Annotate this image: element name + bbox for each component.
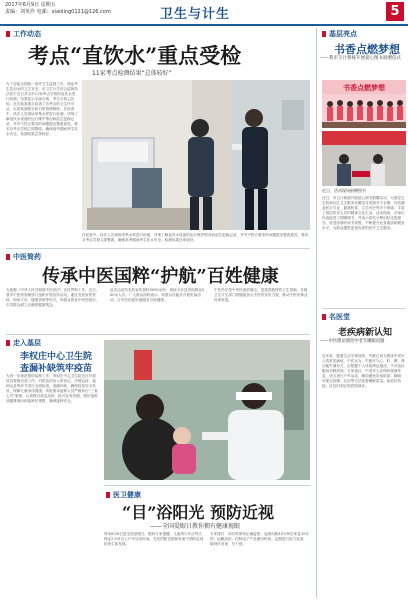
section-label-eye: 医卫健康 (106, 490, 141, 500)
section-label-tcm: 中医简药 (6, 252, 41, 262)
banner-slogan: 书香点燃梦想 (343, 84, 385, 92)
header-meta (5, 2, 111, 16)
reading-photo-illustration (322, 131, 406, 186)
headline-old: 老疾病新认知 (338, 328, 393, 338)
group-photo-illustration (322, 80, 406, 128)
reading-photo (322, 131, 406, 186)
headline-tcm: 传承中医国粹“护航”百姓健康 (42, 266, 279, 287)
divider (104, 485, 310, 486)
headline-li-1: 李权庄中心卫生院 (20, 352, 93, 362)
reading-body: 近日，市卫计系统开展爱心图书捐赠活动，为基层卫生院和社区卫生服务站赠送各类图书千余册，内容涵盖医学专业、健康科普、文学历史等多个领域，丰富了基层医务人员的精神文化生活。活动现场，各单位代表接受了捐赠图书，并表示将充分利用好这批图书，营造浓厚的读书氛围，不断提升业务素质和服务水平，为群众提供更加优质的医疗卫生服务。 (322, 196, 405, 230)
section-label-work: 工作动态 (6, 29, 41, 39)
divider (322, 308, 406, 309)
subheadline-exam: 11家考点检测结果“总体较好” (92, 70, 172, 77)
page-header (0, 0, 408, 26)
section-brand: 卫生与计生 (160, 7, 231, 22)
eye-body-1: 每年6月6日是全国爱眼日。眼科专家提醒，儿童青少年应每天保证2小时以上户外活动时间，充足的阳光照射有助于预防近视的发生和发展。 (104, 532, 204, 546)
exam-body-2: 在检查中，执法人员现场采集水样进行检测，详细了解直饮水设备的运行维护情况和滤芯更换记录，并对不符合要求的问题提出整改意见，要求各考点学校立即整改，确保高考期间考生饮水安全。检测结果总体较好。 (82, 233, 309, 242)
old-body: 近年来，随着生活节奏加快，失眠已成为困扰中老年人的常见病症。中医认为，失眠多与心、肝、脾、肾功能失调有关，应根据个人体质辨证施治，不可盲目服用安眠药物。专家建议，中老年人应保持规律作息，适当进行户外活动，睡前避免饮用浓茶、咖啡，可配合按摩、足浴等方法改善睡眠质量。如症状持续，应及时到正规医院就诊。 (322, 354, 405, 388)
subheadline-reading: ——我市卫计系统开展爱心图书捐赠仪式 (320, 56, 401, 61)
eye-body-2: 专家建议：读写时保持正确姿势；连续用眼40分钟后休息10分钟，远眺放松；控制电子产品使用时间；定期进行视力检查，做到早发现、早干预。 (210, 532, 309, 546)
vaccination-photo (104, 340, 310, 480)
editor-info: 责编：刘英伶 电邮：xiaoling0121@126.com (5, 9, 111, 15)
column-divider (316, 28, 317, 598)
divider (6, 334, 310, 335)
divider (6, 248, 310, 249)
section-label-famous: 名医堂 (322, 312, 350, 322)
vaccination-photo-illustration (104, 340, 310, 480)
headline-li-2: 查漏补缺筑牢疫苗 (20, 364, 93, 374)
page-number: 5 (386, 2, 404, 21)
tcm-body-2: 此次活动共发放宣传资料3000余份，现场义诊及咨询群众500余人次。广大群众纷纷表示，希望以后能多开展类似活动，让中医药更好地服务百姓健康。 (110, 288, 205, 302)
headline-eye: “目”浴阳光 预防近视 (122, 503, 274, 522)
reading-banner-photo (322, 80, 406, 128)
exam-body-1: 为了迎接全国统一高考卫生监督工作，保证考生饮用水的卫生安全，市卫生计生综合监督执法局于近日对全市11家考点学校的直饮水进行检测，结果显示全部合格，考生可放心饮用。此次检查重点检查了各考点的卫生许可证、水质检测报告和日常管理制度。在检查中，执法人员现场采集水样进行检测，详细了解直饮水设备的运行维护情况和滤芯更换记录，并对不符合要求的问题提出整改意见，要求各考点学校立即整改，确保高考期间考生饮水安全。检测结果总体较好。 (6, 82, 78, 136)
reading-photo-caption: 近日，活动现场捐赠图书 (322, 188, 366, 193)
tcm-body-1: 为加强《中华人民共和国中医药法》宣传贯彻工作，近日，我市中医药管理部门组织开展宣传活动，通过发放宣传资料、现场义诊、健康咨询等形式，向群众普及中医药知识，引导群众树立正确的健康观念。 (6, 288, 100, 307)
tcm-body-3: 中医药学是中华民族的瑰宝，是我国独特的卫生资源。各级卫生计生部门将继续加大中医药宣传力度，推动中医药事业传承发展。 (214, 288, 308, 302)
section-label-grassroots: 基层亮点 (322, 29, 357, 39)
exam-photo (82, 80, 310, 230)
headline-reading: 书香点燃梦想 (334, 43, 400, 56)
inspection-photo-illustration (82, 80, 310, 230)
issue-date: 2017年6月9日 星期五 (5, 2, 56, 8)
section-label-community: 走入基层 (6, 338, 41, 348)
li-body: 为进一步规范预防接种工作，李权庄中心卫生院近日开展疫苗管理自查工作，对疫苗的出入库登记、冷链运转、接种记录等环节进行全面检查，查漏补缺，确保疫苗安全有效，保障儿童身体健康。该院要求接种人员严格执行“三查七对”制度，认真核对疫苗品种、批号及有效期，做好接种前健康询问和接种后观察，确保接种安全。 (6, 374, 98, 403)
subheadline-eye: ——全国爱眼日教你拥有健康视眼 (150, 523, 241, 530)
subheadline-old: ——中医理论调治中老年睡眠问题 (320, 339, 385, 344)
headline-exam: 考点“直饮水”重点受检 (28, 43, 242, 68)
